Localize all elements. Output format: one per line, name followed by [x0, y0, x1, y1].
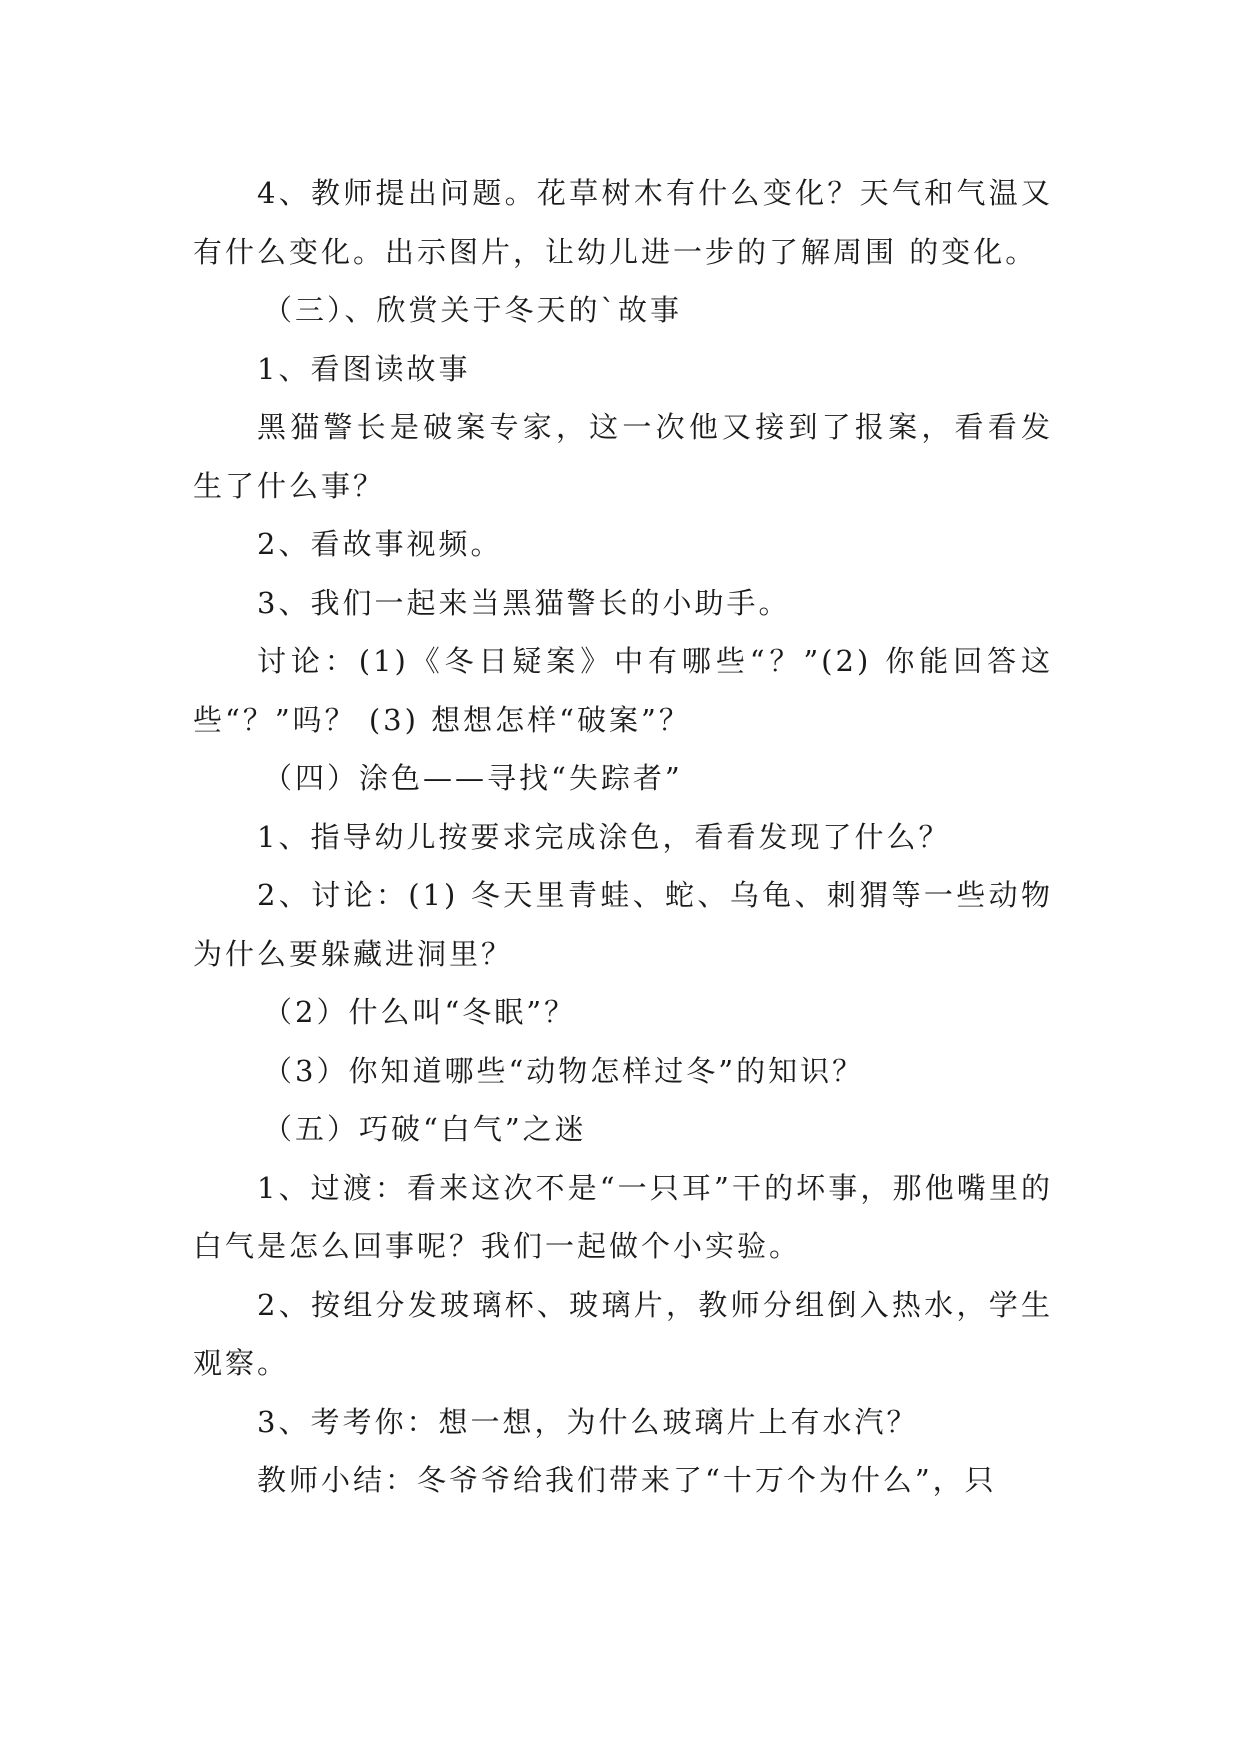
paragraph: 4、教师提出问题。花草树木有什么变化？天气和气温又有什么变化。出示图片，让幼儿进一步的了解周围 的变化。 — [193, 176, 1053, 269]
paragraph: 2、按组分发玻璃杯、玻璃片，教师分组倒入热水，学生观察。 — [193, 1287, 1053, 1380]
paragraph: 1、过渡：看来这次不是“一只耳”干的坏事，那他嘴里的白气是怎么回事呢？我们一起做个小实验。 — [193, 1170, 1053, 1263]
section-heading: （三）、欣赏关于冬天的`故事 — [263, 293, 683, 327]
document-body — [193, 164, 1053, 1510]
section-heading: （四）涂色——寻找“失踪者” — [263, 761, 683, 795]
paragraph: （2）什么叫“冬眠”？ — [263, 995, 577, 1029]
section-heading: （五）巧破“白气”之迷 — [263, 1112, 587, 1146]
paragraph: 黑猫警长是破案专家，这一次他又接到了报案，看看发生了什么事？ — [193, 410, 1053, 503]
paragraph: 2、看故事视频。 — [257, 527, 503, 561]
paragraph: 教师小结：冬爷爷给我们带来了“十万个为什么”，只 — [257, 1463, 997, 1497]
paragraph: （3）你知道哪些“动物怎样过冬”的知识？ — [263, 1053, 865, 1088]
paragraph: 2、讨论：(1) 冬天里青蛙、蛇、乌龟、刺猬等一些动物为什么要躲藏进洞里？ — [193, 878, 1053, 971]
paragraph: 1、看图读故事 — [257, 351, 471, 386]
paragraph: 3、考考你：想一想，为什么玻璃片上有水汽？ — [257, 1404, 919, 1439]
paragraph: 1、指导幼儿按要求完成涂色，看看发现了什么？ — [257, 819, 951, 854]
paragraph: 讨论：(1)《冬日疑案》中有哪些“？”(2) 你能回答这些“？”吗？ (3) 想想怎样“破案”？ — [193, 644, 1053, 737]
paragraph: 3、我们一起来当黑猫警长的小助手。 — [257, 585, 791, 620]
